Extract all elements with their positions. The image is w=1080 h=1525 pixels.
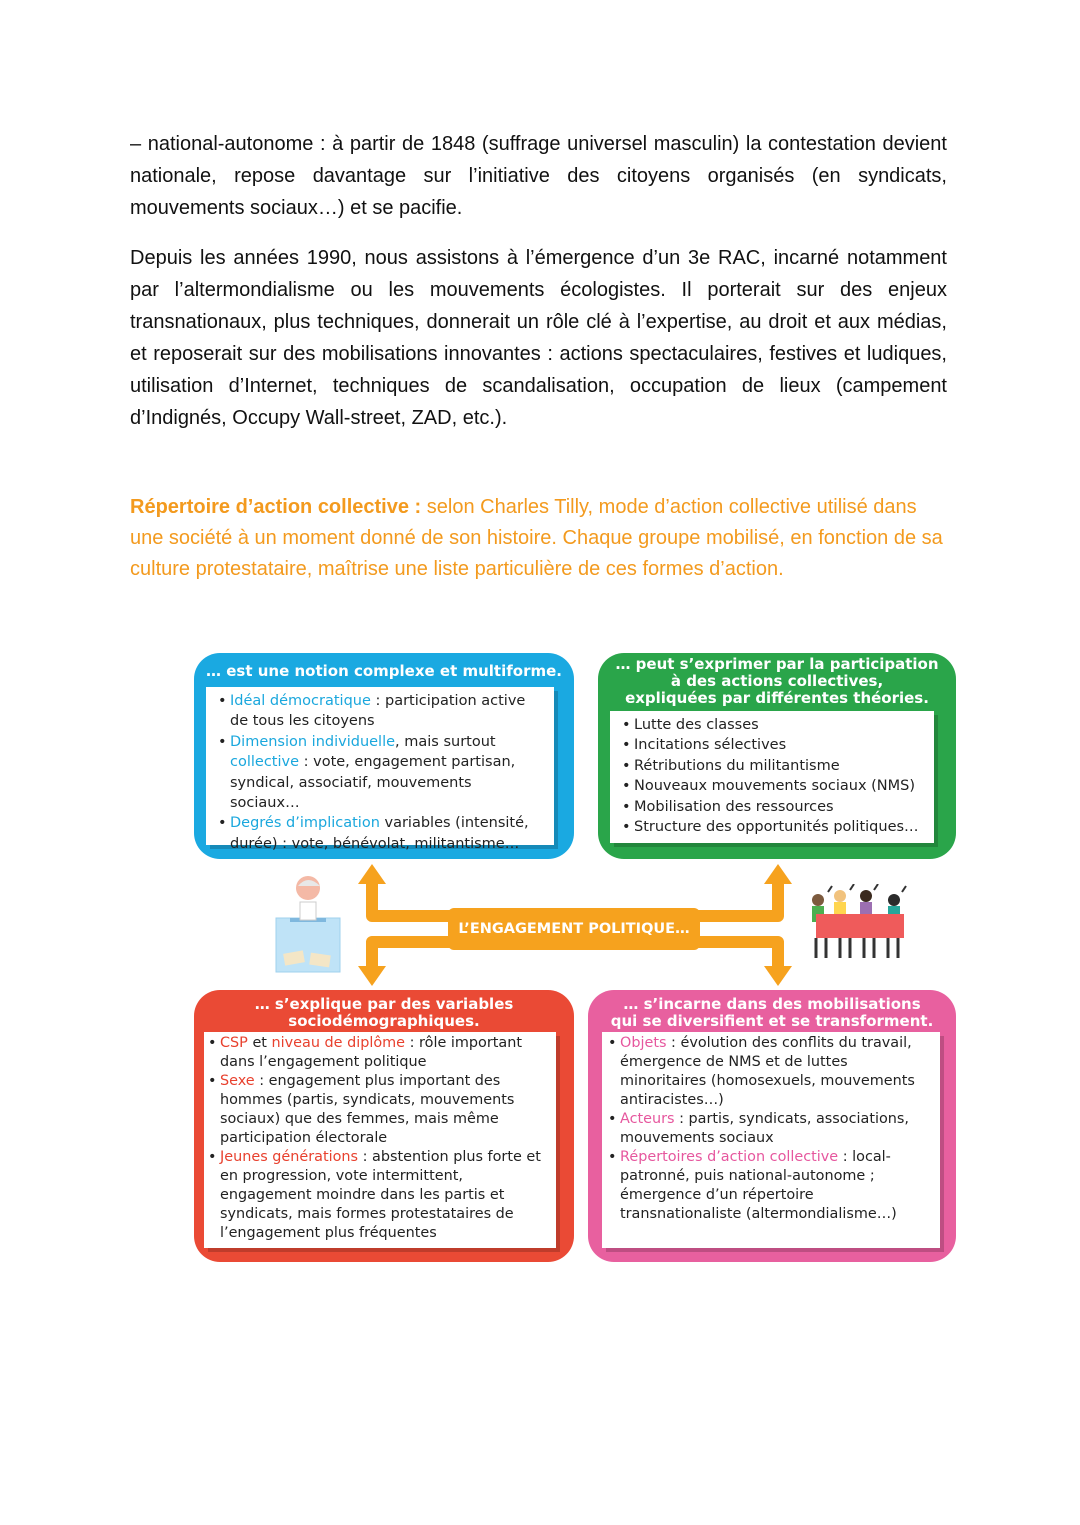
box-mobilisations — [588, 990, 956, 1262]
paragraph-third-rac: Depuis les années 1990, nous assistons à l’émergence d’un 3e RAC, incarné notamment par l’altermondialisme ou les mouvements écologistes. Il porterait sur des enjeux transnationaux, plus techniques, donnerait un rôle clé à l’expertise, au droit et aux médias, et reposerait sur des mobilisations innovantes : actions spectaculaires, festives et ludiques, utilisation d’Internet, techniques de scandalisation, occupation de lieux (campement d’Indignés, Occupy Wall-street, ZAD, etc.). — [130, 247, 947, 429]
definition-term: Répertoire d’action collective : — [130, 496, 422, 518]
list-item: • Rétributions du militantisme — [622, 756, 924, 776]
list-item: • Mobilisation des ressources — [622, 797, 924, 817]
box-notion-complexe — [194, 653, 574, 859]
box-red-content — [204, 1032, 556, 1248]
box-red-title: … s’explique par des variables sociodémographiques. — [254, 995, 514, 1030]
list-item: • Acteurs : partis, syndicats, associations, mouvements sociaux — [608, 1110, 932, 1148]
list-item: • Jeunes générations : abstention plus forte et en progression, vote intermittent, engagement moindre dans les partis et syndicats, mais formes protestataires de l’engagement plus fréquentes — [208, 1148, 548, 1243]
list-item: • Objets : évolution des conflits du travail, émergence de NMS et de luttes minoritaires (homosexuels, mouvements antiracistes…) — [608, 1034, 932, 1110]
box-green-content — [610, 711, 934, 843]
box-variables-socio — [194, 990, 574, 1262]
list-item: • Lutte des classes — [622, 715, 924, 735]
box-blue-title: … est une notion complexe et multiforme. — [206, 662, 562, 680]
box-actions-collectives — [598, 653, 956, 859]
list-item: • Dimension individuelle, mais surtout collective : vote, engagement partisan, syndical, associatif, mouvements sociaux… — [218, 732, 544, 814]
box-pink-content — [602, 1032, 940, 1248]
protesters-icon — [804, 884, 912, 962]
definition-body: selon Charles Tilly, mode d’action collective utilisé dans une société à un moment donné de son histoire. Chaque groupe mobilisé, en fonction de sa culture protestataire, maîtrise une liste particulière de ces formes d’action. — [130, 496, 943, 580]
center-label: L’ENGAGEMENT POLITIQUE… — [448, 908, 700, 950]
list-item: • Sexe : engagement plus important des hommes (partis, syndicats, mouvements sociaux) que des femmes, mais même participation électorale — [208, 1072, 548, 1148]
list-item: • Incitations sélectives — [622, 735, 924, 755]
ballot-box-icon — [272, 868, 348, 976]
list-item: • CSP et niveau de diplôme : rôle important dans l’engagement politique — [208, 1034, 548, 1072]
box-blue-content — [206, 687, 554, 852]
list-item: • Degrés d’implication variables (intensité, durée) : vote, bénévolat, militantisme… — [218, 813, 544, 854]
box-green-title: … peut s’exprimer par la participation à des actions collectives, expliquées par différentes théories. — [615, 655, 939, 707]
list-item: • Nouveaux mouvements sociaux (NMS) — [622, 776, 924, 796]
list-item: • Idéal démocratique : participation active de tous les citoyens — [218, 691, 544, 732]
list-item: • Répertoires d’action collective : local-patronné, puis national-autonome ; émergence d’un répertoire transnationaliste (altermondialisme…) — [608, 1148, 932, 1224]
list-item: • Structure des opportunités politiques… — [622, 817, 924, 837]
box-pink-title: … s’incarne dans des mobilisations qui se diversifient et se transforment. — [610, 995, 934, 1030]
paragraph-national-autonome: – national-autonome : à partir de 1848 (suffrage universel masculin) la contestation devient nationale, repose davantage sur l’initiative des citoyens organisés (en syndicats, mouvements sociaux…) et se pacifie. — [130, 133, 947, 219]
theories-list — [622, 715, 924, 837]
